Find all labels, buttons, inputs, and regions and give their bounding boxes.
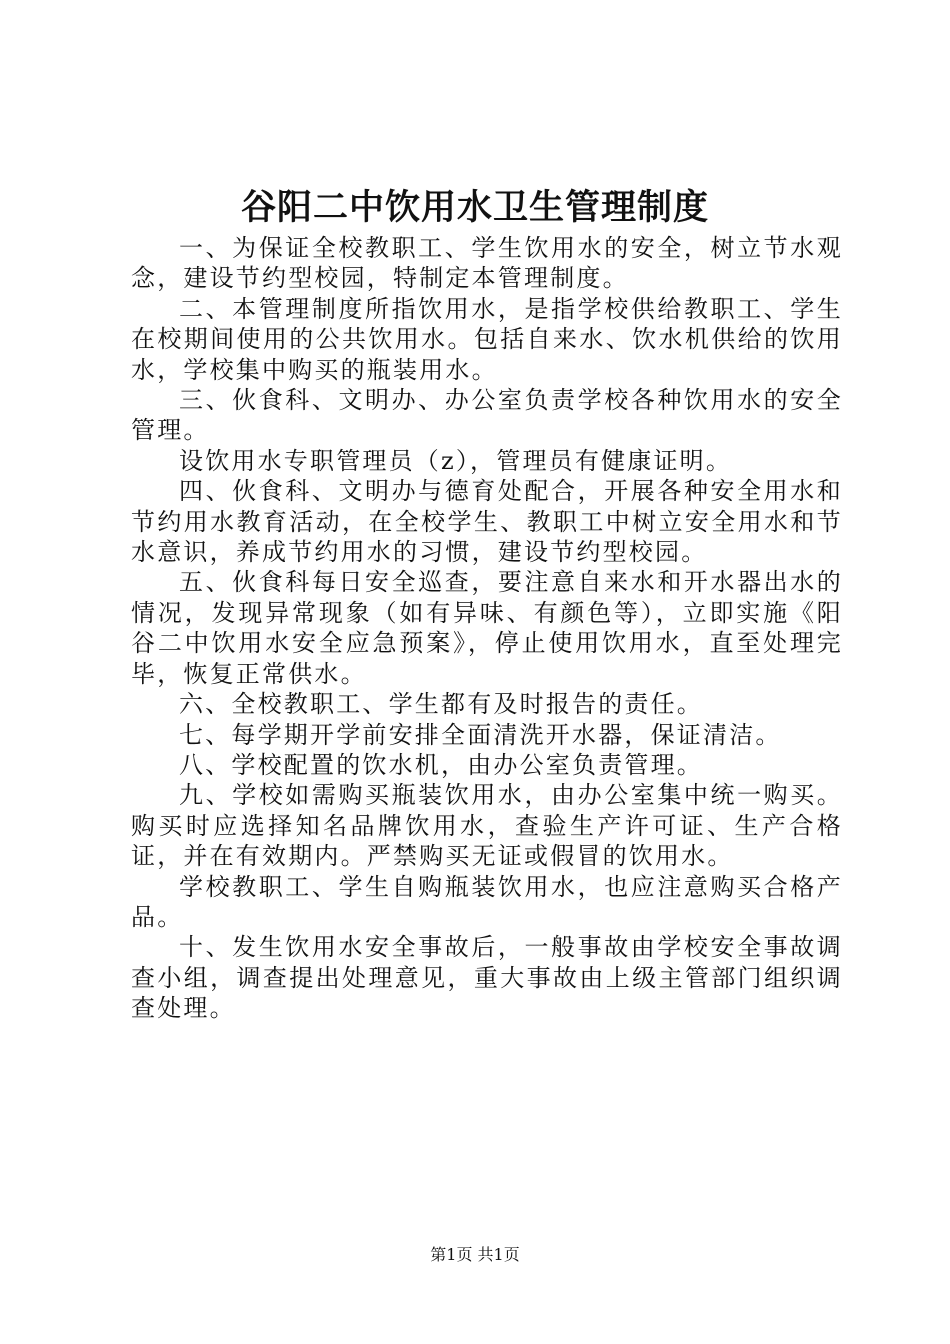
paragraph-4: 设饮用水专职管理员（z），管理员有健康证明。 [179,446,733,475]
paragraph-2: 二、本管理制度所指饮用水，是指学校供给教职工、学生在校期间使用的公共饮用水。包括自来水、饮水机供给的饮用水，学校集中购买的瓶装用水。 [131,294,843,384]
paragraph-9: 八、学校配置的饮水机，由办公室负责管理。 [179,750,703,779]
paragraph-11: 学校教职工、学生自购瓶装饮用水，也应注意购买合格产品。 [131,872,843,931]
paragraph-3: 三、伙食科、文明办、办公室负责学校各种饮用水的安全管理。 [131,386,843,445]
document-title: 谷阳二中饮用水卫生管理制度 [240,187,709,228]
paragraph-5: 四、伙食科、文明办与德育处配合，开展各种安全用水和节约用水教育活动，在全校学生、教职工中树立安全用水和节水意识，养成节约用水的习惯，建设节约型校园。 [131,477,843,567]
document-body [131,233,843,1024]
paragraph-10: 九、学校如需购买瓶装饮用水，由办公室集中统一购买。购买时应选择知名品牌饮用水，查验生产许可证、生产合格证，并在有效期内。严禁购买无证或假冒的饮用水。 [131,781,843,871]
paragraph-12: 十、发生饮用水安全事故后，一般事故由学校安全事故调查小组，调查提出处理意见，重大事故由上级主管部门组织调查处理。 [131,933,843,1023]
paragraph-1: 一、为保证全校教职工、学生饮用水的安全，树立节水观念，建设节约型校园，特制定本管理制度。 [131,234,843,293]
paragraph-8: 七、每学期开学前安排全面清洗开水器，保证清洁。 [179,720,782,749]
paragraph-7: 六、全校教职工、学生都有及时报告的责任。 [179,690,703,719]
page-footer: 第1页 共1页 [430,1245,520,1264]
paragraph-6: 五、伙食科每日安全巡查，要注意自来水和开水器出水的情况，发现异常现象（如有异味、有颜色等），立即实施《阳谷二中饮用水安全应急预案》，停止使用饮用水，直至处理完毕，恢复正常供水。 [131,568,843,688]
